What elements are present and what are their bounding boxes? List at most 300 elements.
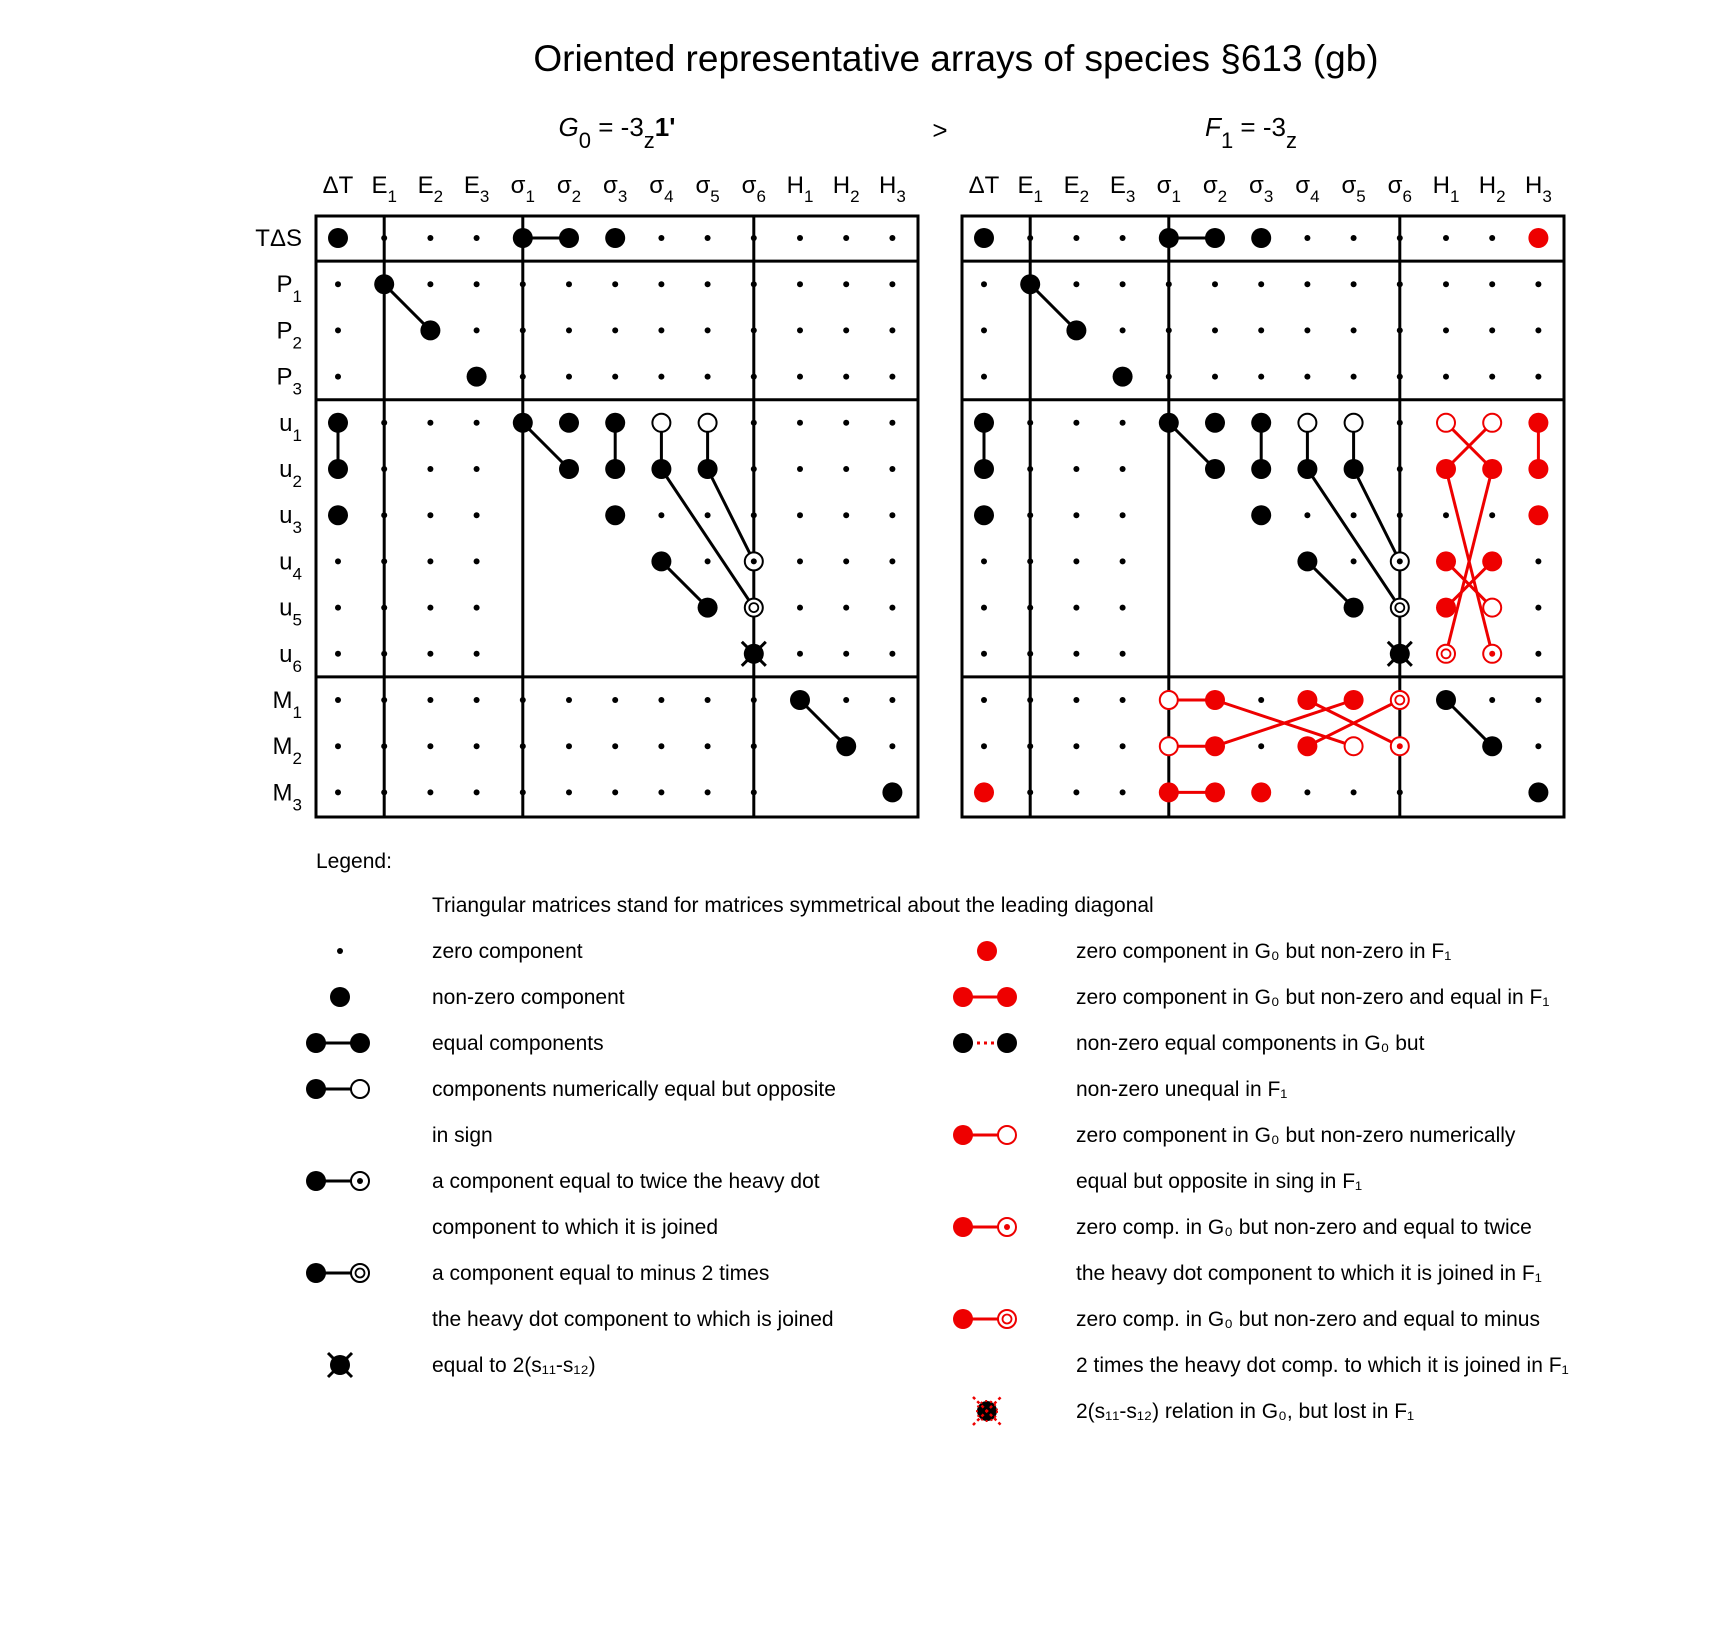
zero-dot (1489, 281, 1495, 287)
zero-dot (751, 789, 757, 795)
zero-dot (889, 743, 895, 749)
filled-dot (974, 459, 994, 479)
filled-dot (882, 782, 902, 802)
filled-dot (953, 987, 973, 1007)
zero-dot (751, 466, 757, 472)
row-label: $M_1$ (272, 687, 302, 722)
zero-dot (1120, 743, 1126, 749)
zero-dot (612, 327, 618, 333)
red-filled-dot (1528, 459, 1548, 479)
zero-dot (1304, 235, 1310, 241)
zero-dot (1443, 235, 1449, 241)
dotted-circle-center (1397, 558, 1403, 564)
zero-dot (981, 651, 987, 657)
dotted-circle-center (1489, 651, 1495, 657)
zero-dot (1166, 374, 1172, 380)
legend-text: 2(s₁₁-s₁₂) relation in G₀, but lost in F₁ (1076, 1400, 1415, 1423)
zero-dot (474, 789, 480, 795)
red-filled-dot (997, 987, 1017, 1007)
legend-note: Triangular matrices stand for matrices symmetrical about the leading diagonal (432, 894, 1154, 917)
zero-dot (889, 512, 895, 518)
zero-dot (1258, 281, 1264, 287)
filled-dot (997, 1033, 1017, 1053)
filled-dot (1205, 459, 1225, 479)
zero-dot (335, 374, 341, 380)
zero-dot (474, 235, 480, 241)
legend (306, 850, 1569, 1425)
filled-dot (1297, 551, 1317, 571)
zero-dot (751, 235, 757, 241)
zero-dot (797, 605, 803, 611)
red-open-circle (998, 1126, 1016, 1144)
g0-col-label: $E_3$ (463, 172, 490, 206)
zero-dot (520, 374, 526, 380)
g0-col-label: $H_3$ (878, 172, 906, 206)
filled-dot (1066, 320, 1086, 340)
red-filled-dot (1205, 690, 1225, 710)
red-filled-dot (1528, 228, 1548, 248)
zero-dot (705, 281, 711, 287)
zero-dot (1443, 512, 1449, 518)
zero-dot (520, 697, 526, 703)
zero-dot (843, 281, 849, 287)
zero-dot (658, 743, 664, 749)
zero-dot (1212, 281, 1218, 287)
filled-dot (350, 1033, 370, 1053)
legend-text: zero component in G₀ but non-zero and equal in F₁ (1076, 986, 1550, 1009)
filled-dot (651, 459, 671, 479)
f1-col-label: $\sigma_6$ (1387, 172, 1412, 206)
zero-dot (1535, 697, 1541, 703)
f1-col-label: $\sigma_3$ (1249, 172, 1274, 206)
filled-dot (330, 987, 350, 1007)
legend-item-right (973, 1397, 1414, 1425)
zero-dot (981, 374, 987, 380)
f1-col-label: ΔT (968, 172, 1000, 199)
legend-item-right (953, 1308, 1569, 1377)
zero-dot (797, 327, 803, 333)
zero-dot (705, 743, 711, 749)
zero-dot (381, 789, 387, 795)
zero-dot (1304, 374, 1310, 380)
legend-item-left (306, 1078, 836, 1147)
zero-dot (474, 420, 480, 426)
zero-dot (889, 651, 895, 657)
red-filled-dot (1436, 551, 1456, 571)
zero-dot (1351, 281, 1357, 287)
filled-dot (1436, 690, 1456, 710)
zero-dot (427, 420, 433, 426)
zero-dot (612, 697, 618, 703)
zero-dot (889, 697, 895, 703)
filled-dot (1205, 228, 1225, 248)
filled-dot (1297, 459, 1317, 479)
zero-dot (1027, 743, 1033, 749)
zero-dot (705, 697, 711, 703)
filled-dot (605, 459, 625, 479)
zero-dot (889, 466, 895, 472)
zero-dot (751, 374, 757, 380)
zero-dot (612, 789, 618, 795)
zero-dot (474, 327, 480, 333)
red-filled-dot (977, 941, 997, 961)
zero-dot (1258, 327, 1264, 333)
legend-text: components numerically equal but opposite (432, 1078, 836, 1101)
row-label: $M_3$ (272, 779, 302, 815)
zero-dot (1120, 466, 1126, 472)
zero-dot (797, 558, 803, 564)
red-filled-dot (1344, 690, 1364, 710)
zero-dot (843, 558, 849, 564)
zero-dot (335, 789, 341, 795)
zero-dot (1397, 374, 1403, 380)
zero-dot (705, 327, 711, 333)
zero-dot (335, 605, 341, 611)
zero-dot (335, 558, 341, 564)
zero-dot (1489, 374, 1495, 380)
g0-col-label: $E_2$ (417, 172, 444, 206)
legend-item-right (977, 940, 1451, 963)
filled-dot (974, 228, 994, 248)
legend-text: equal to 2(s₁₁-s₁₂) (432, 1354, 596, 1377)
zero-dot (889, 374, 895, 380)
red-filled-dot (974, 782, 994, 802)
zero-dot (335, 743, 341, 749)
zero-dot (1212, 374, 1218, 380)
filled-dot (605, 413, 625, 433)
red-filled-dot (1528, 413, 1548, 433)
zero-dot (1351, 789, 1357, 795)
zero-dot (566, 789, 572, 795)
zero-dot (427, 512, 433, 518)
red-filled-dot (1205, 782, 1225, 802)
zero-dot (843, 605, 849, 611)
legend-text: the heavy dot component to which it is joined in F₁ (1076, 1262, 1542, 1285)
zero-dot (797, 281, 803, 287)
filled-dot (467, 367, 487, 387)
zero-dot (335, 281, 341, 287)
legend-text: non-zero component (432, 986, 625, 1009)
zero-dot (1073, 235, 1079, 241)
f1-col-label: $E_2$ (1063, 172, 1090, 206)
legend-item-left (306, 1170, 820, 1239)
row-label: $u_2$ (279, 456, 302, 491)
zero-dot (381, 420, 387, 426)
open-circle (1345, 414, 1363, 432)
g0-col-label: $\sigma_5$ (695, 172, 720, 206)
zero-dot (1489, 235, 1495, 241)
filled-dot (1344, 459, 1364, 479)
zero-dot (566, 374, 572, 380)
f1-col-label: $H_1$ (1432, 172, 1460, 206)
red-filled-dot (1436, 598, 1456, 618)
zero-dot (658, 697, 664, 703)
zero-dot (1073, 281, 1079, 287)
red-filled-dot (1159, 782, 1179, 802)
red-double-circle (1391, 691, 1409, 709)
legend-item-right (953, 1124, 1516, 1193)
zero-dot (658, 281, 664, 287)
filled-dot (974, 413, 994, 433)
zero-dot (1120, 327, 1126, 333)
legend-text: zero comp. in G₀ but non-zero and equal to twice (1076, 1216, 1532, 1239)
red-open-circle (1483, 414, 1501, 432)
zero-dot (1351, 558, 1357, 564)
zero-dot (381, 512, 387, 518)
zero-dot (889, 281, 895, 287)
dotted-circle-center (357, 1178, 363, 1184)
heading-f1 (1205, 112, 1297, 153)
filled-dot (605, 505, 625, 525)
filled-dot (1482, 736, 1502, 756)
filled-dot (1205, 413, 1225, 433)
legend-text: zero component (432, 940, 583, 963)
row-label: $u_4$ (279, 548, 302, 584)
filled-dot (1251, 413, 1271, 433)
red-filled-dot (1482, 459, 1502, 479)
zero-dot (427, 281, 433, 287)
zero-dot (751, 743, 757, 749)
legend-text: equal components (432, 1032, 604, 1055)
zero-dot (566, 281, 572, 287)
zero-dot (1535, 651, 1541, 657)
zero-dot (797, 420, 803, 426)
zero-dot (1120, 281, 1126, 287)
g0-col-label: $H_1$ (786, 172, 814, 206)
zero-dot (474, 743, 480, 749)
zero-dot (474, 512, 480, 518)
f1-col-label: $E_1$ (1017, 172, 1043, 206)
zero-dot (843, 512, 849, 518)
zero-dot (843, 235, 849, 241)
filled-dot (953, 1309, 973, 1329)
zero-dot (612, 374, 618, 380)
zero-dot (1073, 743, 1079, 749)
zero-dot (1351, 235, 1357, 241)
filled-dot (1159, 228, 1179, 248)
row-label: $u_6$ (279, 640, 302, 676)
row-label: $u_3$ (279, 502, 302, 538)
zero-dot (474, 605, 480, 611)
red-open-circle (1160, 691, 1178, 709)
legend-text: non-zero unequal in F₁ (1076, 1078, 1288, 1101)
zero-dot (474, 558, 480, 564)
zero-dot (658, 374, 664, 380)
red-filled-dot (1297, 736, 1317, 756)
zero-dot (1120, 420, 1126, 426)
zero-dot (751, 512, 757, 518)
zero-dot (1027, 651, 1033, 657)
zero-dot (1535, 374, 1541, 380)
zero-dot (381, 235, 387, 241)
red-open-circle (1437, 414, 1455, 432)
filled-dot (420, 320, 440, 340)
zero-dot (1027, 697, 1033, 703)
legend-item-left (328, 1353, 596, 1377)
zero-dot (797, 512, 803, 518)
zero-dot (751, 281, 757, 287)
legend-text: a component equal to minus 2 times (432, 1262, 770, 1285)
zero-dot (1443, 281, 1449, 287)
f1-col-label: $\sigma_2$ (1202, 172, 1228, 206)
zero-dot (1489, 697, 1495, 703)
zero-dot (381, 743, 387, 749)
zero-dot (889, 235, 895, 241)
zero-dot (1073, 558, 1079, 564)
open-circle (652, 414, 670, 432)
zero-dot (1120, 558, 1126, 564)
filled-dot (1251, 228, 1271, 248)
legend-text: 2 times the heavy dot comp. to which it is joined in F₁ (1076, 1354, 1569, 1377)
zero-dot (981, 743, 987, 749)
legend-title: Legend: (316, 850, 392, 873)
zero-dot (335, 697, 341, 703)
zero-dot (705, 374, 711, 380)
filled-dot (1251, 505, 1271, 525)
zero-dot (658, 327, 664, 333)
zero-dot (427, 651, 433, 657)
filled-dot (306, 1033, 326, 1053)
zero-dot (1443, 374, 1449, 380)
filled-dot (374, 274, 394, 294)
legend-text: the heavy dot component to which is joined (432, 1308, 834, 1331)
zero-dot (1258, 697, 1264, 703)
f1-col-label: $\sigma_1$ (1156, 172, 1181, 206)
zero-dot (335, 327, 341, 333)
zero-dot (381, 558, 387, 564)
zero-dot (981, 605, 987, 611)
zero-dot (797, 651, 803, 657)
zero-dot (751, 697, 757, 703)
zero-dot (705, 789, 711, 795)
red-open-circle (1483, 599, 1501, 617)
zero-dot (566, 743, 572, 749)
legend-item-left (330, 986, 625, 1009)
matrix-f1 (962, 172, 1564, 817)
zero-dot (1535, 743, 1541, 749)
legend-text: zero comp. in G₀ but non-zero and equal to minus (1076, 1308, 1540, 1331)
red-filled-dot (1482, 551, 1502, 571)
red-filled-dot (1436, 459, 1456, 479)
zero-dot (474, 281, 480, 287)
filled-dot (559, 228, 579, 248)
zero-dot (889, 327, 895, 333)
filled-dot (513, 228, 533, 248)
filled-dot (306, 1263, 326, 1283)
zero-dot (474, 697, 480, 703)
g0-col-label: $\sigma_2$ (556, 172, 582, 206)
dotted-circle-center (1004, 1224, 1010, 1230)
zero-dot (1397, 512, 1403, 518)
filled-dot (1251, 459, 1271, 479)
g0-col-label: $\sigma_3$ (603, 172, 628, 206)
zero-dot (612, 281, 618, 287)
zero-dot (427, 697, 433, 703)
zero-dot (1304, 512, 1310, 518)
zero-dot (705, 558, 711, 564)
heading-g0 (559, 112, 676, 153)
legend-item-right (953, 1032, 1425, 1101)
red-filled-dot (1251, 782, 1271, 802)
zero-dot (797, 235, 803, 241)
filled-dot (836, 736, 856, 756)
legend-text: component to which it is joined (432, 1216, 718, 1239)
g0-col-label: $\sigma_4$ (649, 172, 674, 206)
filled-dot (790, 690, 810, 710)
zero-dot (520, 281, 526, 287)
zero-dot (1120, 235, 1126, 241)
zero-dot (1027, 605, 1033, 611)
zero-dot (705, 512, 711, 518)
filled-dot (328, 228, 348, 248)
zero-dot (427, 743, 433, 749)
zero-dot (658, 235, 664, 241)
zero-dot (797, 466, 803, 472)
zero-dot (566, 327, 572, 333)
zero-dot (1397, 327, 1403, 333)
zero-dot (1027, 420, 1033, 426)
filled-dot (328, 505, 348, 525)
zero-dot (843, 651, 849, 657)
zero-dot (658, 512, 664, 518)
row-label: $P_3$ (276, 363, 302, 399)
filled-dot (953, 1217, 973, 1237)
zero-dot (612, 743, 618, 749)
zero-dot (1304, 281, 1310, 287)
zero-dot (1120, 789, 1126, 795)
legend-item-right (953, 1216, 1542, 1285)
row-label: $P_2$ (276, 317, 302, 353)
zero-dot (1489, 327, 1495, 333)
legend-text: a component equal to twice the heavy dot (432, 1170, 820, 1193)
zero-dot (705, 235, 711, 241)
zero-dot (335, 651, 341, 657)
zero-dot (658, 789, 664, 795)
zero-dot (1027, 466, 1033, 472)
zero-dot (1212, 327, 1218, 333)
zero-dot (566, 697, 572, 703)
open-circle (351, 1080, 369, 1098)
legend-item-left (337, 940, 583, 963)
zero-dot (1120, 605, 1126, 611)
f1-col-label: $H_2$ (1478, 172, 1506, 206)
red-filled-dot (1297, 690, 1317, 710)
zero-dot (427, 466, 433, 472)
open-circle (699, 414, 717, 432)
filled-dot (328, 413, 348, 433)
double-circle (1391, 599, 1409, 617)
heading-g0-text: $G_0 = -3_z1'$ (558, 112, 676, 153)
zero-dot (843, 466, 849, 472)
zero-dot (1397, 420, 1403, 426)
zero-dot (1397, 789, 1403, 795)
filled-dot (1113, 367, 1133, 387)
legend-text: non-zero equal components in G₀ but (1076, 1032, 1425, 1055)
filled-dot (559, 413, 579, 433)
zero-dot (1073, 789, 1079, 795)
zero-dot (751, 420, 757, 426)
zero-dot (381, 466, 387, 472)
zero-dot (427, 789, 433, 795)
zero-dot (843, 697, 849, 703)
zero-dot (1351, 327, 1357, 333)
zero-dot (797, 374, 803, 380)
matrix-g0 (255, 172, 918, 817)
double-circle (745, 599, 763, 617)
zero-dot (1535, 558, 1541, 564)
f1-col-label: $\sigma_4$ (1295, 172, 1320, 206)
dotted-circle-center (751, 558, 757, 564)
